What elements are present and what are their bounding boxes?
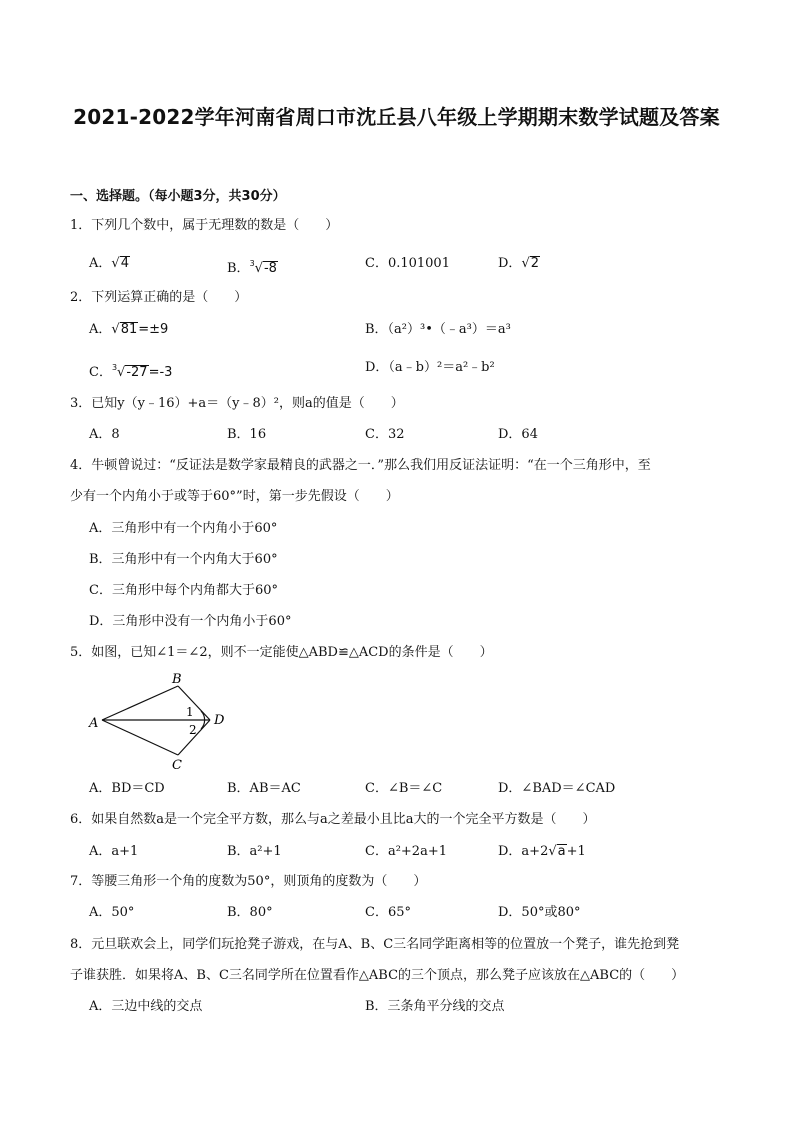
q1-a-label: A．: [89, 256, 112, 271]
q3-stem: 3．已知y（y﹣16）+a＝（y﹣8）²，则a的值是（ ）: [70, 396, 404, 411]
q7-option-c: C．65°: [365, 905, 411, 920]
fig-label-b: B: [172, 672, 182, 687]
q6-d-label: D．a+2: [498, 844, 549, 859]
segment-ac: [102, 720, 178, 755]
q8-stem-line2: 子谁获胜．如果将A、B、C三名同学所在位置看作△ABC的三个顶点，那么凳子应该放在△ABC的（ ）: [70, 968, 685, 983]
section-heading-choice: 一、选择题。（每小题3分，共30分）: [70, 189, 286, 204]
page-title: 2021-2022学年河南省周口市沈丘县八年级上学期期末数学试题及答案: [73, 105, 720, 129]
q7-option-b: B．80°: [227, 905, 273, 920]
q1-option-d: D．√2: [498, 256, 540, 271]
q5-option-d: D．∠BAD＝∠CAD: [498, 781, 616, 796]
q2-option-b: B．（a²）³•（﹣a³）＝a³: [365, 322, 511, 337]
fig-label-angle-1: 1: [186, 705, 194, 719]
fig-label-d: D: [214, 713, 225, 728]
q2-option-d: D．（a﹣b）²＝a²﹣b²: [365, 360, 495, 375]
q2-a-radicand: 81: [120, 322, 138, 337]
q6-option-b: B．a²+1: [227, 844, 282, 859]
q1-b-index: 3: [249, 259, 255, 268]
q2-c-rest: =-3: [148, 365, 173, 380]
q6-d-radicand: a: [557, 844, 566, 859]
q4-option-a: A．三角形中有一个内角小于60°: [89, 521, 278, 536]
q4-stem-line1: 4．牛顿曾说过：“反证法是数学家最精良的武器之一．”那么我们用反证法证明：“在一个三角形中，至: [70, 458, 651, 473]
q2-option-c: C．$^3$√-27=-3: [89, 363, 173, 380]
segment-bd: [178, 686, 210, 720]
q2-c-index: 3: [111, 363, 118, 372]
q3-option-a: A．8: [89, 427, 120, 442]
q7-stem: 7．等腰三角形一个角的度数为50°，则顶角的度数为（ ）: [70, 874, 427, 889]
q7-option-d: D．50°或80°: [498, 905, 581, 920]
q4-option-b: B．三角形中有一个内角大于60°: [89, 552, 278, 567]
q4-option-d: D．三角形中没有一个内角小于60°: [89, 614, 292, 629]
q6-option-d: D．a+2√a+1: [498, 844, 586, 859]
q2-c-radicand: -27: [126, 365, 148, 380]
q6-option-a: A．a+1: [89, 844, 139, 859]
q8-stem-line1: 8．元旦联欢会上，同学们玩抢凳子游戏，在与A、B、C三名同学距离相等的位置放一个凳子，谁先抢到凳: [70, 937, 680, 952]
q1-stem: 1．下列几个数中，属于无理数的数是（ ）: [70, 218, 339, 233]
segment-ab: [102, 686, 178, 720]
q2-c-label: C．: [89, 365, 112, 380]
q1-b-label: B．: [227, 261, 250, 276]
q1-b-radicand: -8: [263, 261, 277, 276]
q2-stem: 2．下列运算正确的是（ ）: [70, 290, 248, 305]
fig-label-c: C: [172, 758, 182, 773]
q6-option-c: C．a²+2a+1: [365, 844, 447, 859]
q1-option-a: A．√4: [89, 256, 129, 271]
q2-a-label: A．: [89, 322, 112, 337]
q1-option-b: B．$^3$√-8: [227, 259, 277, 276]
q8-option-b: B．三条角平分线的交点: [365, 999, 505, 1014]
q7-option-a: A．50°: [89, 905, 135, 920]
q1-d-radicand: 2: [530, 256, 540, 271]
fig-label-a: A: [89, 716, 99, 731]
q3-option-c: C．32: [365, 427, 405, 442]
q6-stem: 6．如果自然数a是一个完全平方数，那么与a之差最小且比a大的一个完全平方数是（ ）: [70, 812, 596, 827]
q5-option-a: A．BD＝CD: [89, 781, 165, 796]
q5-stem: 5．如图，已知∠1＝∠2，则不一定能使△ABD≌△ACD的条件是（ ）: [70, 645, 493, 660]
q3-option-b: B．16: [227, 427, 267, 442]
q8-option-a: A．三边中线的交点: [89, 999, 203, 1014]
q4-stem-line2: 少有一个内角小于或等于60°”时，第一步先假设（ ）: [70, 489, 399, 504]
q2-option-a: A．√81=±9: [89, 322, 169, 337]
q2-a-rest: =±9: [138, 322, 169, 337]
q5-option-c: C．∠B＝∠C: [365, 781, 443, 796]
q1-option-c: C．0.101001: [365, 256, 450, 271]
q4-option-c: C．三角形中每个内角都大于60°: [89, 583, 278, 598]
fig-label-angle-2: 2: [189, 723, 197, 737]
q1-d-label: D．: [498, 256, 522, 271]
q5-option-b: B．AB＝AC: [227, 781, 301, 796]
q3-option-d: D．64: [498, 427, 538, 442]
q1-a-radicand: 4: [120, 256, 129, 271]
q6-d-rest: +1: [566, 844, 586, 859]
q5-triangle-figure: [85, 668, 245, 774]
